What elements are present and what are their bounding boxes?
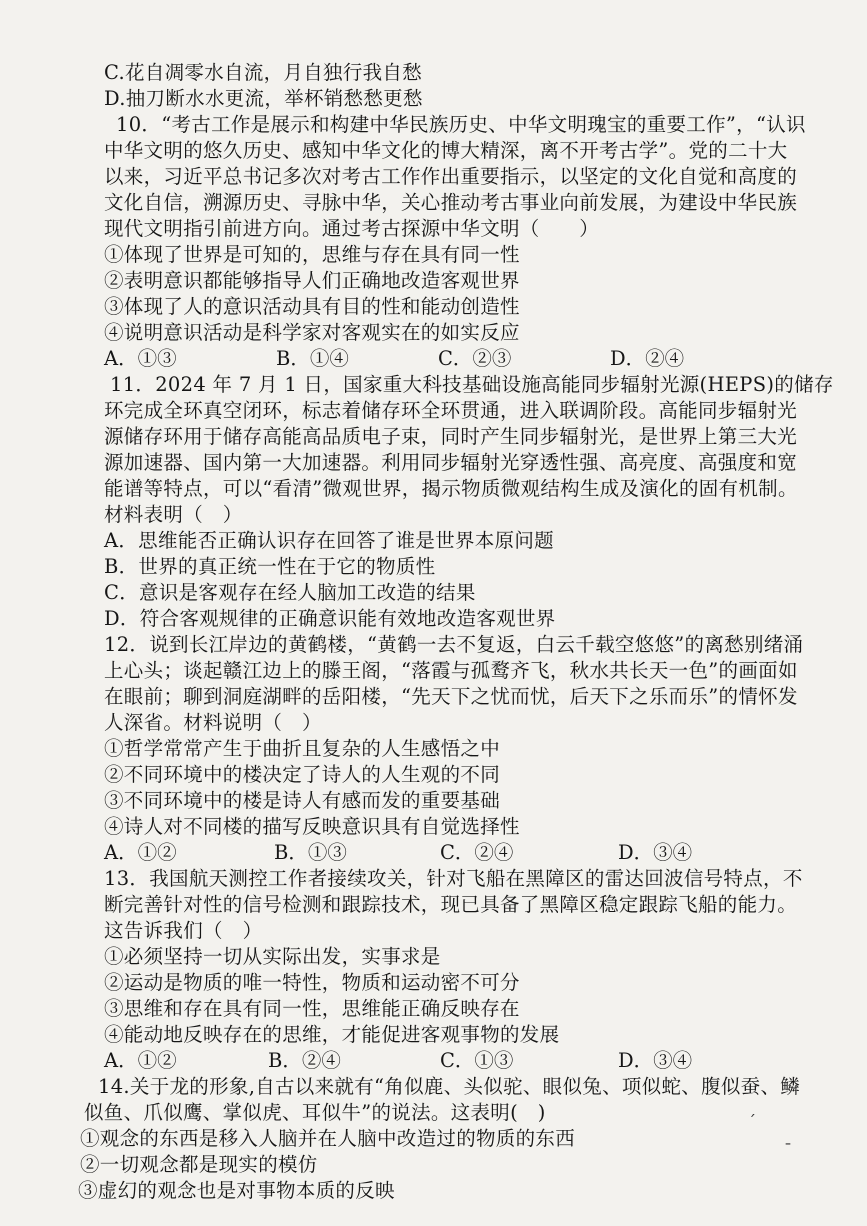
q9-option-c: C.花自凋零水自流，月自独行我自愁 [104, 61, 423, 84]
q12-stem-line: 12．说到长江岸边的黄鹤楼，“黄鹤一去不复返，白云千载空悠悠”的离愁别绪涌 [104, 633, 804, 656]
q13-option-b: B．②④ [268, 1049, 341, 1072]
q12-statement-2: ②不同环境中的楼决定了诗人的人生观的不同 [104, 763, 501, 786]
q14-statement-2: ②一切观念都是现实的模仿 [80, 1153, 318, 1176]
q12-statement-3: ③不同环境中的楼是诗人有感而发的重要基础 [104, 789, 501, 812]
pen-mark: ˉ [784, 1140, 792, 1159]
q13-statement-4: ④能动地反映存在的思维，才能促进客观事物的发展 [104, 1023, 560, 1046]
q10-option-a: A．①③ [104, 347, 177, 370]
q11-option-c: C．意识是客观存在经人脑加工改造的结果 [104, 581, 476, 604]
q11-stem-line: 能谱等特点，可以“看清”微观世界，揭示物质微观结构生成及演化的固有机制。 [104, 477, 798, 500]
q13-option-c: C．①③ [440, 1049, 514, 1072]
q13-statement-2: ②运动是物质的唯一特性，物质和运动密不可分 [104, 971, 520, 994]
q10-stem-line: 以来，习近平总书记多次对考古工作作出重要指示，以坚定的文化自觉和高度的 [104, 165, 798, 188]
q12-stem-line: 上心头；谈起赣江边上的滕王阁，“落霞与孤鹜齐飞，秋水共长天一色”的画面如 [104, 659, 798, 682]
q12-option-d: D．③④ [618, 841, 693, 864]
q11-stem-line: 环完成全环真空闭环，标志着储存环全环贯通，进入联调阶段。高能同步辐射光 [104, 399, 798, 422]
q14-stem-line: 似鱼、爪似鹰、掌似虎、耳似牛”的说法。这表明( ) [84, 1101, 546, 1124]
q13-statement-1: ①必须坚持一切从实际出发，实事求是 [104, 945, 441, 968]
q10-stem-line: 文化自信，溯源历史、寻脉中华，关心推动考古事业向前发展，为建设中华民族 [104, 191, 798, 214]
q10-option-c: C．②③ [438, 347, 512, 370]
q13-stem-line: 13．我国航天测控工作者接续攻关，针对飞船在黑障区的雷达回波信号特点，不 [104, 867, 803, 890]
q10-statement-4: ④说明意识活动是科学家对客观实在的如实反应 [104, 321, 520, 344]
pen-mark: ˊ [748, 1112, 756, 1131]
q11-option-a: A．思维能否正确认识存在回答了谁是世界本原问题 [104, 529, 554, 552]
q12-statement-1: ①哲学常常产生于曲折且复杂的人生感悟之中 [104, 737, 501, 760]
q11-stem-line: 源储存环用于储存高能高品质电子束，同时产生同步辐射光，是世界上第三大光 [104, 425, 798, 448]
q12-option-b: B．①③ [274, 841, 347, 864]
q11-option-b: B．世界的真正统一性在于它的物质性 [104, 555, 436, 578]
q12-options [104, 840, 824, 866]
q13-option-d: D．③④ [618, 1049, 693, 1072]
q10-statement-2: ②表明意识都能够指导人们正确地改造客观世界 [104, 269, 520, 292]
q10-statement-3: ③体现了人的意识活动具有目的性和能动创造性 [104, 295, 520, 318]
q10-stem-line: 中华文明的悠久历史、感知中华文化的博大精深，离不开考古学”。党的二十大 [104, 139, 788, 162]
q12-stem-line: 在眼前；聊到洞庭湖畔的岳阳楼，“先天下之忧而忧，后天下之乐而乐”的情怀发 [104, 685, 798, 708]
q12-stem-line: 人深省。材料说明（ ） [104, 711, 322, 734]
q12-option-a: A．①② [104, 841, 177, 864]
q12-statement-4: ④诗人对不同楼的描写反映意识具有自觉选择性 [104, 815, 520, 838]
q10-option-d: D．②④ [610, 347, 685, 370]
q11-stem-line: 源加速器、国内第一大加速器。利用同步辐射光穿透性强、高亮度、高强度和宽 [104, 451, 798, 474]
q11-stem-line: 11．2024 年 7 月 1 日，国家重大科技基础设施高能同步辐射光源(HEPS)的储存 [110, 373, 834, 396]
q12-option-c: C．②④ [440, 841, 514, 864]
q10-stem-line: 10．“考古工作是展示和构建中华民族历史、中华文明瑰宝的重要工作”，“认识 [116, 113, 806, 136]
q11-option-d: D．符合客观规律的正确意识能有效地改造客观世界 [104, 607, 556, 630]
q10-statement-1: ①体现了世界是可知的，思维与存在具有同一性 [104, 243, 520, 266]
q10-options [104, 346, 824, 372]
q11-stem-line: 材料表明（ ） [104, 503, 243, 526]
q13-stem-line: 这告诉我们（ ） [104, 919, 263, 942]
q13-option-a: A．①② [104, 1049, 177, 1072]
q13-stem-line: 断完善针对性的信号检测和跟踪技术，现已具备了黑障区稳定跟踪飞船的能力。 [104, 893, 798, 916]
q14-statement-3: ③虚幻的观念也是对事物本质的反映 [78, 1179, 395, 1202]
q14-stem-line: 14.关于龙的形象,自古以来就有“角似鹿、头似驼、眼似兔、项似蛇、腹似蚕、鳞 [98, 1075, 801, 1098]
q14-statement-1: ①观念的东西是移入人脑并在人脑中改造过的物质的东西 [80, 1127, 576, 1150]
q13-options [104, 1048, 824, 1074]
q13-statement-3: ③思维和存在具有同一性，思维能正确反映存在 [104, 997, 520, 1020]
q9-option-d: D.抽刀断水水更流，举杯销愁愁更愁 [104, 87, 423, 110]
q10-option-b: B．①④ [276, 347, 349, 370]
q10-stem-line: 现代文明指引前进方向。通过考古探源中华文明（ ） [104, 217, 600, 240]
